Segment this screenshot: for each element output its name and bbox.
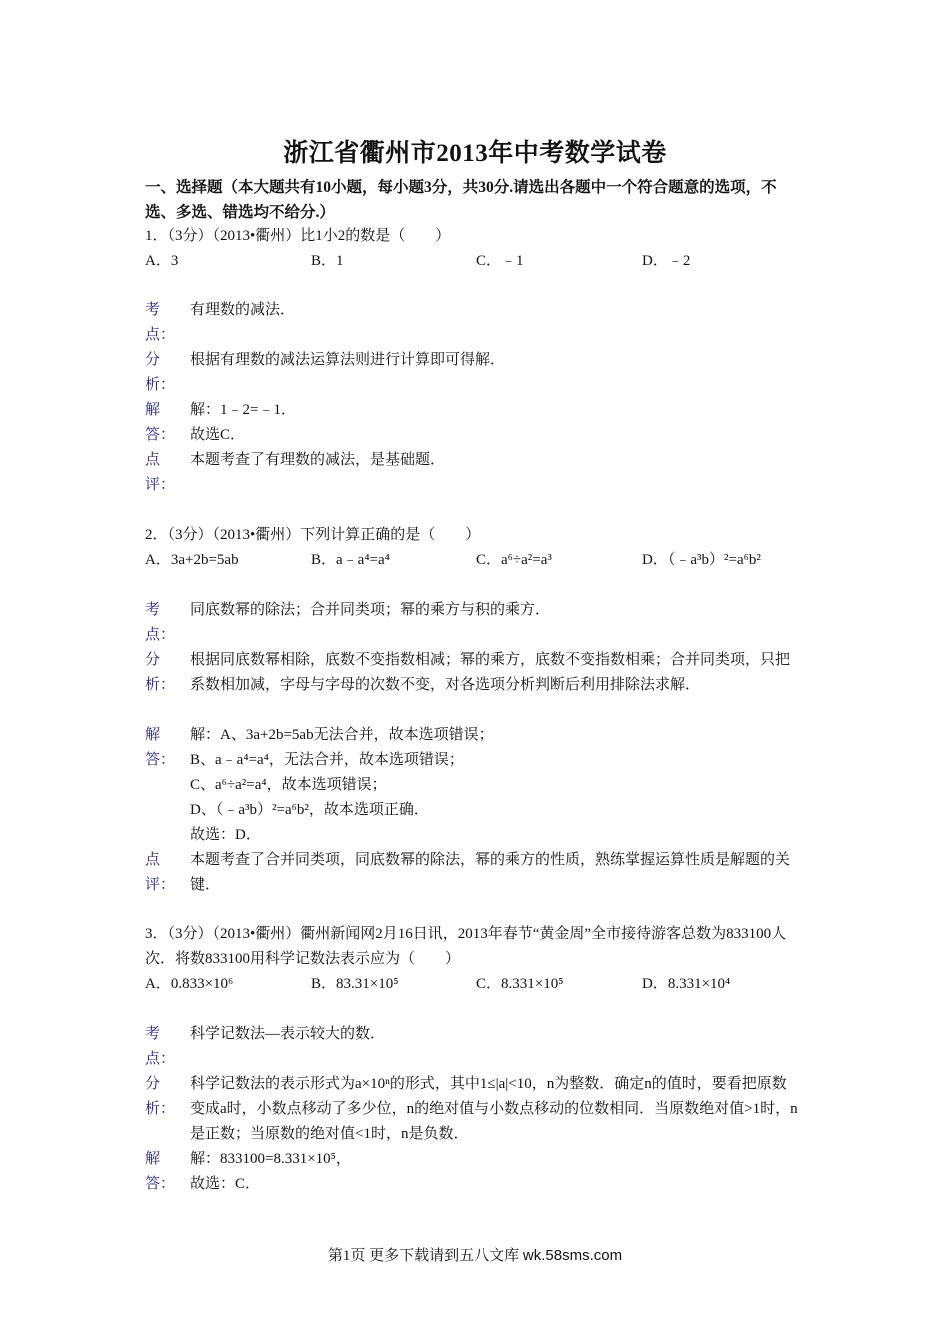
- dianping-label: 点 评：: [145, 452, 176, 493]
- kaodian-label: 考 点：: [145, 1026, 176, 1067]
- fenxi-label: 分 析：: [145, 352, 176, 393]
- q2-option-a: A．3a+2b=5ab: [145, 552, 239, 568]
- q1-dianping: 点 评： 本题考查了有理数的减法，是基础题．: [145, 448, 805, 473]
- jieda-label: 解 答：: [145, 1151, 176, 1192]
- q3-option-d: D．8.331×10⁴: [642, 976, 731, 992]
- footer-text: 第1页 更多下载请到五八文库: [327, 1248, 520, 1264]
- kaodian-label: 考 点：: [145, 602, 176, 643]
- question-3-options: [145, 972, 805, 997]
- question-2-options: [145, 548, 805, 573]
- q3-option-b: B．83.31×10⁵: [311, 976, 399, 992]
- question-1-stem: 1．（3分）（2013•衢州）比1小2的数是（ ）: [145, 228, 451, 244]
- question-2-stem: 2．（3分）（2013•衢州）下列计算正确的是（ ）: [145, 527, 481, 543]
- q3-jieda: 解 答： 解：833100=8.331×10⁵， 故选：C．: [145, 1147, 805, 1197]
- q3-fenxi: 分 析： 科学记数法的表示形式为a×10ⁿ的形式，其中1≤|a|<10，n为整数．确定n的值时，要看把原数变成a时，小数点移动了多少位，n的绝对值与小数点移动的位数相同．当原数绝对值>1时，n是正数；当原数的绝对值<1时，n是负数．: [145, 1072, 805, 1147]
- jieda-label: 解 答：: [145, 727, 176, 768]
- q2-fenxi: 分 析： 根据同底数幂相除，底数不变指数相减；幂的乘方，底数不变指数相乘；合并同类项，只把系数相加减，字母与字母的次数不变，对各选项分析判断后利用排除法求解．: [145, 648, 805, 698]
- dianping-label: 点 评：: [145, 852, 176, 893]
- q3-option-c: C．8.331×10⁵: [476, 976, 564, 992]
- q2-jieda: 解 答： 解：A、3a+2b=5ab无法合并，故本选项错误； B、a﹣a⁴=a⁴，无法合并，故本选项错误； C、a⁶÷a²=a⁴，故本选项错误； D、（﹣a³b）²=a⁶b²，故本选项正确． 故选：D．: [145, 723, 805, 848]
- q1-kaodian: 考 点： 有理数的减法．: [145, 298, 805, 323]
- q2-dianping: 点 评： 本题考查了合并同类项，同底数幂的除法，幂的乘方的性质，熟练掌握运算性质是解题的关键．: [145, 848, 805, 898]
- q1-option-a: A．3: [145, 253, 179, 269]
- section-heading: 一、选择题（本大题共有10小题，每小题3分，共30分.请选出各题中一个符合题意的选项，不选、多选、错选均不给分.）: [145, 179, 777, 221]
- question-1-options: [145, 249, 805, 274]
- jieda-label: 解 答：: [145, 402, 176, 443]
- q3-kaodian: 考 点： 科学记数法—表示较大的数．: [145, 1022, 805, 1047]
- q1-option-c: C．﹣1: [476, 253, 524, 269]
- q1-jieda: 解 答： 解：1﹣2=﹣1． 故选C．: [145, 398, 805, 448]
- q2-kaodian: 考 点： 同底数幂的除法；合并同类项；幂的乘方与积的乘方．: [145, 598, 805, 623]
- q2-option-c: C．a⁶÷a²=a³: [476, 552, 552, 568]
- question-3-stem: 3．（3分）（2013•衢州）衢州新闻网2月16日讯，2013年春节“黄金周”全市接待游客总数为833100人次．将数833100用科学记数法表示应为（ ）: [145, 926, 787, 967]
- q2-option-b: B．a﹣a⁴=a⁴: [311, 552, 390, 568]
- page-footer: [0, 1244, 950, 1265]
- q1-option-d: D．﹣2: [642, 253, 691, 269]
- fenxi-label: 分 析：: [145, 652, 176, 693]
- q1-option-b: B．1: [311, 253, 344, 269]
- q2-option-d: D．（﹣a³b）²=a⁶b²: [642, 552, 761, 568]
- footer-site-link[interactable]: wk.58sms.com: [522, 1247, 623, 1264]
- q3-option-a: A．0.833×10⁶: [145, 976, 234, 992]
- fenxi-label: 分 析：: [145, 1076, 176, 1117]
- q1-fenxi: 分 析： 根据有理数的减法运算法则进行计算即可得解．: [145, 348, 805, 373]
- kaodian-label: 考 点：: [145, 302, 176, 343]
- page-title: 浙江省衢州市2013年中考数学试卷: [283, 140, 667, 167]
